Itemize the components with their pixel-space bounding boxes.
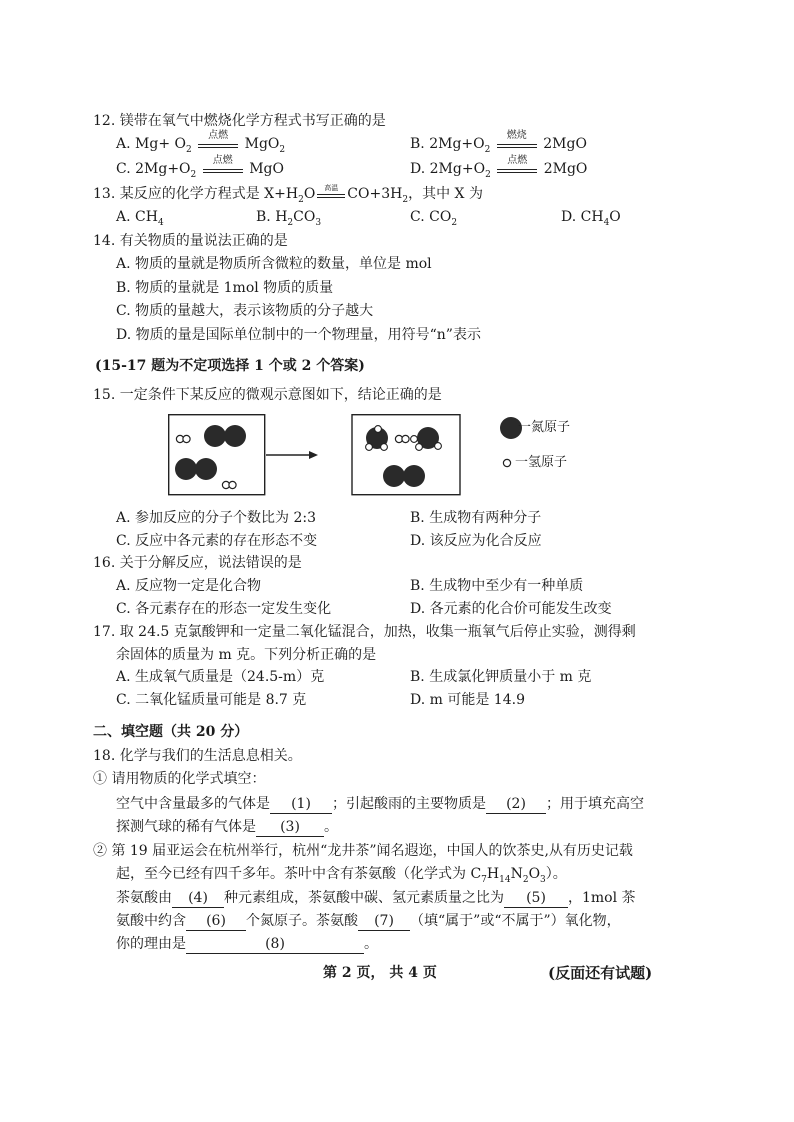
q17-option-c: C. 二氧化锰质量可能是 8.7 克 [116, 692, 307, 708]
q13-option-d: D. $CH_4O$ [561, 209, 621, 228]
q13-stem: 13. 某反应的化学方程式是 $X+H_2O$ 高温 $CO+3H_2$，其中 X 为 [93, 184, 483, 205]
q13-option-c: C. $CO_2$ [410, 209, 458, 228]
ammonia-molecule [411, 427, 442, 450]
q17-stem-line1: 17. 取 24.5 克氯酸钾和一定量二氧化锰混合，加热，收集一瓶氧气后停止实验，测得剩 [93, 624, 636, 640]
hydrogen-atom-legend-icon [503, 459, 510, 466]
blank-7[interactable]: (7) [358, 912, 410, 931]
reaction-arrow-icon: 点燃 [196, 134, 240, 154]
q15-option-c: C. 反应中各元素的存在形态不变 [116, 533, 318, 549]
q14-option-b: B. 物质的量就是 1mol 物质的质量 [116, 280, 334, 296]
q14-stem: 14. 有关物质的量说法正确的是 [93, 233, 288, 249]
nitrogen-molecule [383, 465, 425, 487]
q13-option-b: B. $H_2CO_3$ [256, 209, 322, 228]
reaction-arrow-icon: 点燃 [201, 159, 245, 179]
q18-stem: 18. 化学与我们的生活息息相关。 [93, 748, 302, 764]
continue-note: (反面还有试题) [548, 964, 653, 982]
legend-hydrogen-label: 一氢原子 [515, 455, 568, 470]
q15-stem: 15. 一定条件下某反应的微观示意图如下，结论正确的是 [93, 387, 442, 403]
q14-option-d: D. 物质的量是国际单位制中的一个物理量，用符号“n”表示 [116, 327, 481, 343]
hydrogen-molecule [395, 435, 409, 442]
blank-1[interactable]: (1) [270, 795, 332, 814]
q17-stem-line2: 余固体的质量为 m 克。下列分析正确的是 [116, 647, 377, 663]
reaction-arrow-icon: 点燃 [495, 159, 539, 179]
q16-option-c: C. 各元素存在的形态一定发生变化 [116, 601, 332, 617]
q18-part1-line2: 探测气球的稀有气体是 (3) 。 [116, 819, 338, 835]
q16-option-d: D. 各元素的化合价可能发生改变 [410, 601, 612, 617]
q12-option-d: D. $2Mg+O_2$ 点燃 2MgO [410, 155, 588, 180]
q13-option-a: A. $CH_4$ [116, 209, 164, 228]
blank-5[interactable]: (5) [504, 889, 568, 908]
q18-part2-line4: 氨酸中约含 (6) 个氮原子。茶氨酸 (7) （填“属于”或“不属于”）氧化物， [116, 913, 621, 929]
section-note: (15-17 题为不定项选择 1 个或 2 个答案) [95, 358, 365, 374]
section-2-title: 二、填空题（共 20 分） [93, 724, 249, 740]
q14-option-c: C. 物质的量越大，表示该物质的分子越大 [116, 303, 374, 319]
q18-part2-line3: 茶氨酸由 (4) 种元素组成，茶氨酸中碳、氢元素质量之比为 (5) ，1mol 茶 [116, 890, 636, 906]
q12-option-b: B. $2Mg+O_2$ 燃烧 2MgO [410, 130, 587, 155]
q18-part1-line1: 空气中含量最多的气体是 (1) ；引起酸雨的主要物质是 (2) ；用于填充高空 [116, 796, 644, 812]
q14-option-a: A. 物质的量就是物质所含微粒的数量，单位是 mol [116, 256, 432, 272]
arrow-right-icon [266, 451, 318, 459]
ammonia-molecule [366, 426, 388, 451]
reaction-arrow-icon: 燃烧 [495, 134, 539, 154]
page-number: 第 2 页， 共 4 页 [323, 965, 437, 981]
q17-option-b: B. 生成氯化钾质量小于 m 克 [410, 669, 592, 685]
legend-nitrogen-label: 一氮原子 [518, 420, 571, 435]
hydrogen-molecule [176, 435, 190, 442]
q17-option-a: A. 生成氧气质量是（24.5-m）克 [116, 669, 325, 685]
blank-4[interactable]: (4) [172, 889, 224, 908]
q17-option-d: D. m 可能是 14.9 [410, 692, 525, 708]
q18-part1-title: ① 请用物质的化学式填空： [93, 771, 266, 787]
q12-option-a: A. $Mg+ O_2$ 点燃 MgO$_2$ [116, 130, 286, 155]
hydrogen-molecule [222, 481, 236, 488]
q12-option-c: C. $2Mg+O_2$ 点燃 MgO [116, 155, 284, 180]
q16-option-a: A. 反应物一定是化合物 [116, 578, 262, 594]
blank-6[interactable]: (6) [186, 912, 246, 931]
nitrogen-molecule [175, 458, 217, 480]
q18-part2-line5: 你的理由是 (8) 。 [116, 936, 378, 952]
q15-option-b: B. 生成物有两种分子 [410, 510, 542, 526]
nitrogen-molecule [204, 425, 246, 447]
q15-option-a: A. 参加反应的分子个数比为 2:3 [116, 510, 316, 526]
blank-8[interactable]: (8) [186, 935, 364, 954]
q18-part2-line2: 起，至今已经有四千多年。茶叶中含有茶氨酸（化学式为 $C_7H_{14}N_2O_3$）。 [116, 866, 567, 885]
blank-3[interactable]: (3) [256, 818, 324, 837]
q18-part2-line1: ② 第 19 届亚运会在杭州举行，杭州“龙井茶”闻名遐迩，中国人的饮茶史,从有历史记载 [93, 843, 633, 859]
q15-option-d: D. 该反应为化合反应 [410, 533, 542, 549]
q16-stem: 16. 关于分解反应，说法错误的是 [93, 555, 302, 571]
reaction-arrow-icon: 高温 [315, 184, 347, 204]
q12-stem: 12. 镁带在氧气中燃烧化学方程式书写正确的是 [93, 113, 386, 129]
blank-2[interactable]: (2) [486, 795, 546, 814]
q16-option-b: B. 生成物中至少有一种单质 [410, 578, 584, 594]
